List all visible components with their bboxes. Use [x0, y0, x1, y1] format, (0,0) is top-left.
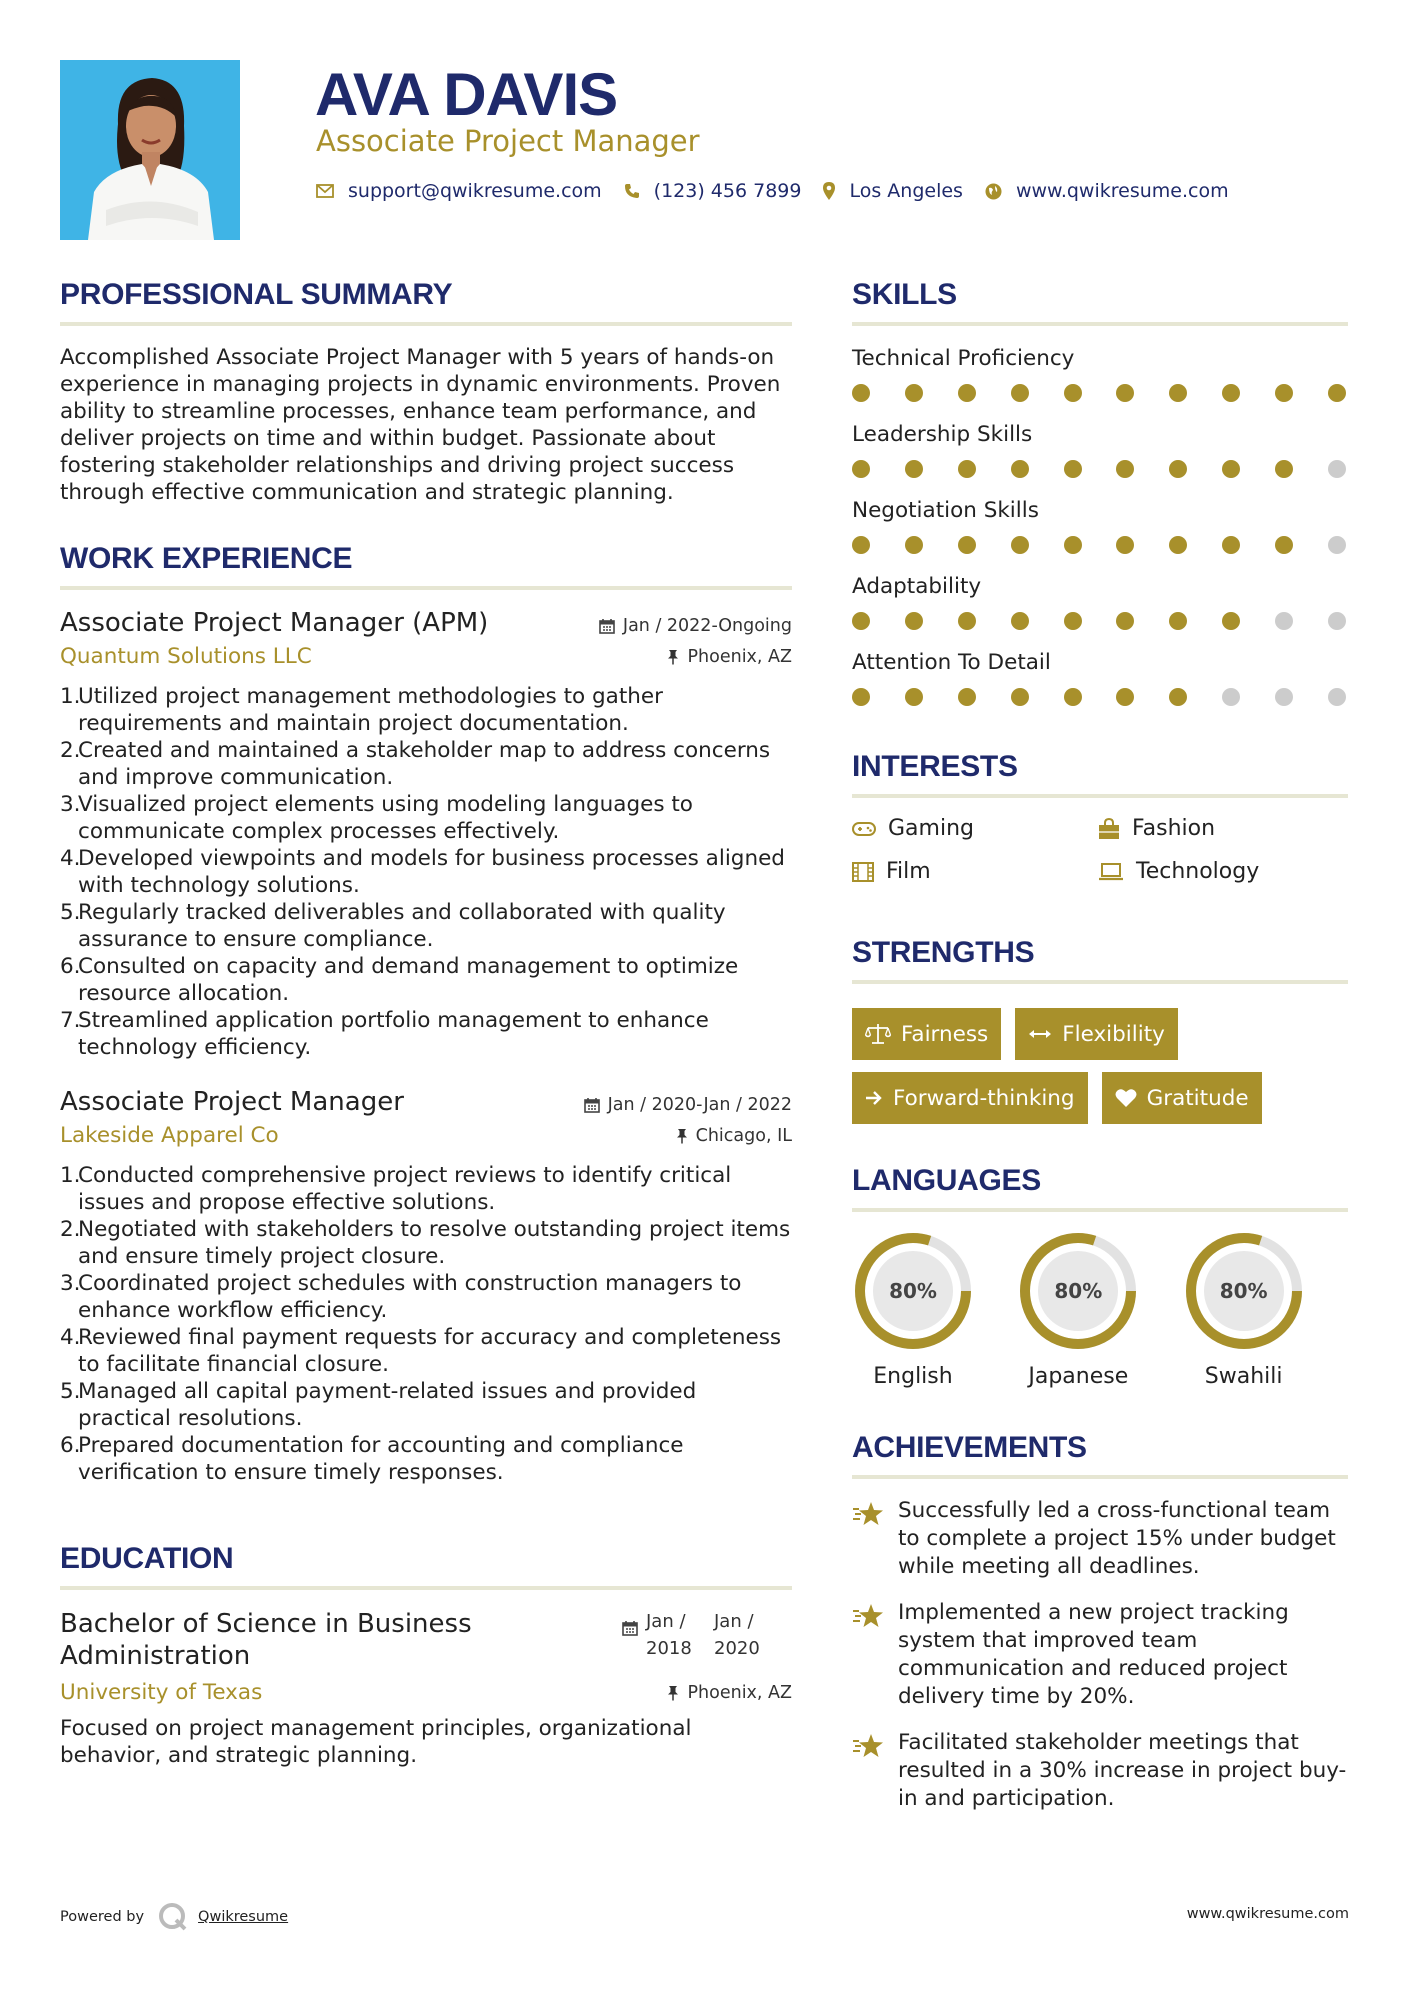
star-icon: [852, 1733, 884, 1759]
school-name: University of Texas: [60, 1680, 263, 1705]
rating-dot-filled: [852, 460, 870, 478]
rating-dot-filled: [905, 384, 923, 402]
skill-label: Leadership Skills: [852, 422, 1033, 447]
interest-item: Technology: [1098, 859, 1344, 884]
job-entry: [60, 1087, 792, 1486]
skills-section: [852, 278, 1348, 706]
languages-section: [852, 1164, 1348, 1389]
website-text: www.qwikresume.com: [1015, 180, 1229, 202]
achievement-item: Facilitated stakeholder meetings that resulted in a 30% increase in project buy-in and participation.: [852, 1729, 1348, 1813]
language-name: Japanese: [1028, 1364, 1129, 1389]
strength-chip: Gratitude: [1102, 1072, 1262, 1124]
skills-heading: SKILLS: [852, 278, 957, 311]
rating-dot-empty: [1328, 536, 1346, 554]
language-item: [1017, 1230, 1182, 1389]
list-item: 6. Consulted on capacity and demand management to optimize resource allocation.: [60, 954, 739, 1006]
rating-dot-filled: [1222, 460, 1240, 478]
rating-dot-filled: [1011, 612, 1029, 630]
section-divider: [60, 586, 792, 590]
rating-dot-filled: [958, 460, 976, 478]
phone-icon: [624, 183, 640, 199]
job-dates: [584, 1095, 792, 1115]
interest-item: Fashion: [1098, 816, 1344, 841]
rating-dot-filled: [1011, 384, 1029, 402]
achievement-item: Successfully led a cross-functional team to complete a project 15% under budget while meeting all deadlines.: [852, 1497, 1348, 1581]
pushpin-icon: [667, 1685, 679, 1701]
section-divider: [852, 322, 1348, 326]
job-bullets: [60, 1162, 792, 1486]
interest-item: Gaming: [852, 816, 1098, 841]
skill-item: [852, 574, 1348, 630]
rating-dot-filled: [852, 384, 870, 402]
rating-dot-empty: [1275, 612, 1293, 630]
rating-dot-filled: [1275, 536, 1293, 554]
education-start-date: Jan / 2018: [646, 1611, 692, 1659]
company-name: Quantum Solutions LLC: [60, 644, 312, 669]
powered-by-text: Powered by: [60, 1909, 145, 1925]
rating-dot-filled: [1275, 384, 1293, 402]
rating-dot-filled: [1116, 612, 1134, 630]
education-section: [60, 1542, 792, 1769]
list-item: 1. Utilized project management methodologies to gather requirements and maintain project documentation.: [60, 684, 663, 736]
list-item: 3. Visualized project elements using modeling languages to communicate complex processes effectively.: [60, 792, 693, 844]
rating-dot-filled: [1222, 384, 1240, 402]
rating-dot-filled: [1116, 688, 1134, 706]
job-location: [667, 647, 792, 667]
list-item: 5. Managed all capital payment-related issues and provided practical resolutions.: [60, 1379, 697, 1431]
star-icon: [852, 1603, 884, 1629]
language-progress-ring: [1183, 1230, 1305, 1352]
list-item: 1. Conducted comprehensive project reviews to identify critical issues and propose effective solutions.: [60, 1163, 732, 1215]
strengths-heading: STRENGTHS: [852, 936, 1035, 969]
summary-section: [60, 278, 792, 506]
list-item: 4. Reviewed final payment requests for accuracy and completeness to facilitate financial closure.: [60, 1325, 782, 1377]
language-progress-ring: [1017, 1230, 1139, 1352]
skill-item: [852, 498, 1348, 554]
job-title: Associate Project Manager (APM): [60, 608, 489, 638]
rating-dot-filled: [1275, 460, 1293, 478]
email-text: support@qwikresume.com: [348, 180, 602, 202]
section-divider: [852, 794, 1348, 798]
gamepad-icon: [852, 822, 876, 836]
rating-dot-filled: [905, 536, 923, 554]
interest-item: Film: [852, 859, 1098, 884]
job-location-text: Phoenix, AZ: [687, 646, 792, 667]
section-divider: [60, 1586, 792, 1590]
qwikresume-logo-icon: [158, 1902, 188, 1932]
experience-section: [60, 542, 792, 1486]
rating-dot-filled: [852, 536, 870, 554]
phone-text: (123) 456 7899: [653, 180, 802, 202]
education-end-date: Jan / 2020: [714, 1611, 760, 1659]
section-divider: [852, 1475, 1348, 1479]
language-item: [852, 1230, 1017, 1389]
rating-dot-filled: [905, 688, 923, 706]
candidate-name: AVA DAVIS: [315, 61, 618, 128]
list-item: 5. Regularly tracked deliverables and collaborated with quality assurance to ensure compliance.: [60, 900, 726, 952]
language-progress-ring: [852, 1230, 974, 1352]
education-location-text: Phoenix, AZ: [687, 1682, 792, 1703]
qwikresume-link[interactable]: Qwikresume: [198, 1909, 289, 1925]
job-title: Associate Project Manager: [60, 1087, 404, 1117]
language-percent: 80%: [889, 1279, 937, 1303]
interests-heading: INTERESTS: [852, 750, 1018, 783]
rating-dot-filled: [958, 384, 976, 402]
languages-heading: LANGUAGES: [852, 1164, 1041, 1197]
calendar-icon: [584, 1097, 600, 1113]
rating-dot-filled: [1222, 536, 1240, 554]
rating-dot-empty: [1275, 688, 1293, 706]
degree-title: Bachelor of Science in Business Administration: [60, 1609, 472, 1671]
arrow-right-icon: [865, 1090, 883, 1106]
interests-section: [852, 750, 1348, 884]
rating-dot-filled: [1328, 384, 1346, 402]
section-divider: [852, 980, 1348, 984]
job-entry: [60, 608, 792, 1061]
section-divider: [60, 322, 792, 326]
section-divider: [852, 1208, 1348, 1212]
company-name: Lakeside Apparel Co: [60, 1123, 279, 1148]
language-percent: 80%: [1219, 1279, 1268, 1303]
skill-rating: [852, 612, 1348, 630]
footer-powered-by: [60, 1902, 288, 1932]
contact-website[interactable]: [985, 180, 1229, 202]
pushpin-icon: [676, 1128, 688, 1144]
skill-item: [852, 422, 1348, 478]
profile-photo: [60, 60, 240, 240]
rating-dot-filled: [1064, 536, 1082, 554]
rating-dot-filled: [905, 612, 923, 630]
achievements-section: [852, 1431, 1348, 1813]
candidate-title: Associate Project Manager: [316, 124, 700, 158]
skill-item: [852, 650, 1348, 706]
rating-dot-filled: [958, 688, 976, 706]
rating-dot-filled: [1116, 460, 1134, 478]
list-item: 6. Prepared documentation for accounting and compliance verification to ensure timely responses.: [60, 1433, 684, 1485]
list-item: 7. Streamlined application portfolio management to enhance technology efficiency.: [60, 1008, 709, 1060]
rating-dot-filled: [1222, 612, 1240, 630]
rating-dot-filled: [1064, 384, 1082, 402]
skill-rating: [852, 460, 1348, 478]
rating-dot-filled: [1116, 384, 1134, 402]
list-item: 2. Created and maintained a stakeholder map to address concerns and improve communication.: [60, 738, 771, 790]
rating-dot-filled: [958, 536, 976, 554]
education-description: Focused on project management principles, organizational behavior, and strategic planning.: [60, 1716, 692, 1768]
rating-dot-filled: [1169, 460, 1187, 478]
laptop-icon: [1098, 863, 1124, 881]
job-dates-text: Jan / 2022-Ongoing: [622, 616, 792, 636]
strength-chip: Flexibility: [1015, 1008, 1178, 1060]
language-name: Swahili: [1204, 1364, 1283, 1389]
left-column: [60, 278, 792, 1769]
footer-website[interactable]: www.qwikresume.com: [1186, 1906, 1349, 1922]
rating-dot-filled: [1116, 536, 1134, 554]
rating-dot-filled: [1011, 460, 1029, 478]
skill-rating: [852, 688, 1348, 706]
skill-rating: [852, 536, 1348, 554]
contact-bar: [316, 180, 1251, 202]
skill-label: Adaptability: [852, 574, 982, 599]
skills-list: [852, 346, 1348, 706]
experience-heading: WORK EXPERIENCE: [60, 542, 353, 575]
language-percent: 80%: [1054, 1279, 1103, 1303]
skill-label: Technical Proficiency: [852, 346, 1075, 371]
pushpin-icon: [667, 649, 679, 665]
rating-dot-filled: [1169, 536, 1187, 554]
location-text: Los Angeles: [849, 180, 963, 202]
job-location-text: Chicago, IL: [695, 1125, 792, 1146]
scale-icon: [865, 1023, 891, 1045]
contact-phone[interactable]: [624, 180, 802, 202]
job-dates-text: Jan / 2020-Jan / 2022: [607, 1095, 792, 1115]
rating-dot-filled: [1064, 612, 1082, 630]
rating-dot-empty: [1328, 460, 1346, 478]
right-column: [852, 278, 1348, 1813]
contact-location: [823, 180, 962, 202]
rating-dot-filled: [1169, 688, 1187, 706]
strengths-section: [852, 936, 1348, 1124]
strength-chip: Fairness: [852, 1008, 1001, 1060]
shopping-bag-icon: [1098, 818, 1120, 840]
rating-dot-filled: [958, 612, 976, 630]
film-icon: [852, 862, 874, 882]
summary-text: Accomplished Associate Project Manager with 5 years of hands-on experience in managing projects in dynamic environments. Proven ability to streamline processes, enhance team performance, and deliver projects on time and within budget. Passionate about fostering stakeholder relationships and driving project success through effective communication and strategic planning.: [60, 345, 781, 505]
calendar-icon: [599, 618, 615, 634]
list-item: 4. Developed viewpoints and models for business processes aligned with technology solutions.: [60, 846, 785, 898]
rating-dot-filled: [1169, 612, 1187, 630]
rating-dot-empty: [1328, 612, 1346, 630]
achievements-heading: ACHIEVEMENTS: [852, 1431, 1087, 1464]
rating-dot-filled: [1169, 384, 1187, 402]
education-location: [667, 1683, 792, 1703]
rating-dot-filled: [1011, 688, 1029, 706]
rating-dot-empty: [1222, 688, 1240, 706]
heart-icon: [1115, 1088, 1137, 1108]
rating-dot-filled: [852, 612, 870, 630]
list-item: 2. Negotiated with stakeholders to resolve outstanding project items and ensure timely project closure.: [60, 1217, 791, 1269]
education-heading: EDUCATION: [60, 1542, 234, 1575]
education-dates: [622, 1608, 764, 1672]
rating-dot-filled: [1064, 688, 1082, 706]
job-location: [676, 1126, 792, 1146]
rating-dot-filled: [1064, 460, 1082, 478]
calendar-icon: [622, 1620, 638, 1636]
map-pin-icon: [823, 182, 835, 200]
job-dates: [599, 616, 792, 636]
envelope-icon: [316, 184, 334, 198]
globe-icon: [985, 183, 1002, 200]
achievement-item: Implemented a new project tracking system that improved team communication and reduced project delivery time by 20%.: [852, 1599, 1348, 1711]
job-bullets: [60, 683, 792, 1061]
languages-list: [852, 1230, 1348, 1389]
star-icon: [852, 1501, 884, 1527]
skill-label: Negotiation Skills: [852, 498, 1039, 523]
rating-dot-filled: [852, 688, 870, 706]
skill-item: [852, 346, 1348, 402]
summary-heading: PROFESSIONAL SUMMARY: [60, 278, 453, 311]
language-item: [1183, 1230, 1348, 1389]
rating-dot-filled: [905, 460, 923, 478]
skill-rating: [852, 384, 1348, 402]
list-item: 3. Coordinated project schedules with construction managers to enhance workflow efficiency.: [60, 1271, 742, 1323]
arrows-horizontal-icon: [1028, 1028, 1052, 1040]
rating-dot-filled: [1011, 536, 1029, 554]
strength-chip: Forward-thinking: [852, 1072, 1088, 1124]
rating-dot-empty: [1328, 688, 1346, 706]
skill-label: Attention To Detail: [852, 650, 1051, 675]
language-name: English: [873, 1364, 953, 1389]
contact-email[interactable]: [316, 180, 602, 202]
